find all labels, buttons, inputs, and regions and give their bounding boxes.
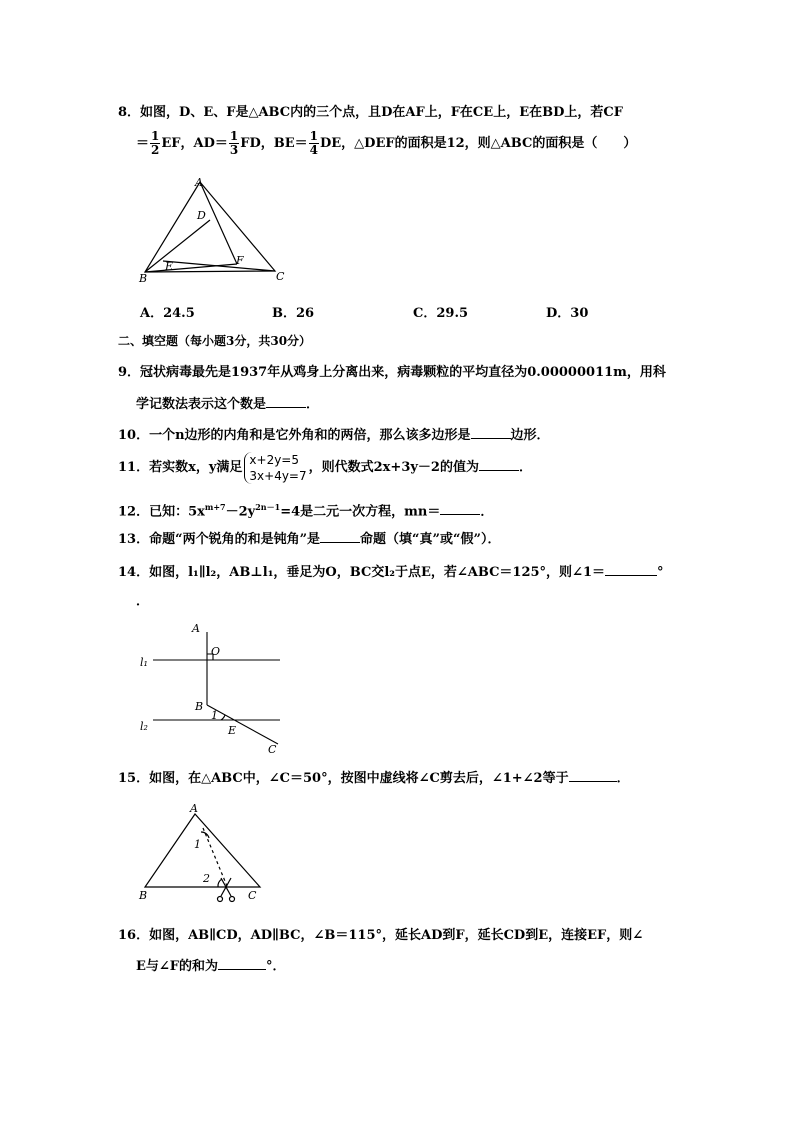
- q14-label-1: 1: [211, 709, 218, 722]
- triangle-abc: [145, 182, 275, 272]
- q11-answer-blank[interactable]: [479, 458, 519, 471]
- q14-label-C: C: [268, 743, 277, 756]
- q14-line1: 14．如图，l₁∥l₂，AB⊥l₁，垂足为O，BC交l₂于点E，若∠ABC＝125°，则∠1＝ °: [118, 565, 664, 580]
- q14-label-A: A: [192, 622, 200, 635]
- q9-line1: 9．冠状病毒最先是1937年从鸡身上分离出来，病毒颗粒的平均直径为0.00000011m，用科: [118, 365, 666, 380]
- q10-line: 10．一个n边形的内角和是它外角和的两倍，那么该多边形是 边形．: [118, 428, 550, 443]
- q14-label-E: E: [228, 724, 237, 737]
- q9-answer-blank[interactable]: [266, 395, 306, 408]
- q14-label-l2: l₂: [140, 720, 148, 733]
- q9-line2: 学记数法表示这个数是 ．: [136, 397, 320, 412]
- q11-line: 11．若实数x，y满足 x+2y=5 3x+4y=7 ，则代数式2x+3y－2的值为 ．: [118, 452, 532, 483]
- q8-label-A: A: [195, 176, 203, 189]
- q8-label-D: D: [197, 209, 206, 222]
- q10-answer-blank[interactable]: [471, 426, 511, 439]
- q15-label-B: B: [139, 889, 148, 902]
- q14-parallel-lines-figure: [135, 618, 295, 758]
- q14-label-l1: l₁: [140, 656, 148, 669]
- q15-line: 15．如图，在△ABC中，∠C＝50°，按图中虚线将∠C剪去后，∠1+∠2等于 ．: [118, 771, 630, 786]
- q8-option-a: A．24.5: [140, 306, 195, 321]
- q15-label-A: A: [190, 802, 198, 815]
- q8-label-F: F: [236, 254, 244, 267]
- q8-option-d: D．30: [546, 306, 589, 321]
- q12-answer-blank[interactable]: [440, 502, 480, 515]
- q8-eq-sign: ＝: [136, 136, 150, 151]
- section-heading: 二、填空题（每小题3分，共30分）: [118, 334, 312, 348]
- q11-equation-system: x+2y=5 3x+4y=7: [244, 452, 306, 484]
- q16-line1: 16．如图，AB∥CD，AD∥BC，∠B＝115°，延长AD到F，延长CD到E，连接EF，则∠: [118, 928, 644, 943]
- q8-option-b: B．26: [272, 306, 315, 321]
- q8-fraction-1: $\frac{1}{2}$: [151, 129, 160, 157]
- q8-label-E: E: [165, 260, 174, 273]
- q8-line2: [136, 130, 636, 157]
- q14-label-B: B: [195, 700, 204, 713]
- q8-option-c: C．29.5: [413, 306, 469, 321]
- q16-line2: E与∠F的和为 °．: [136, 959, 286, 974]
- q8-label-C: C: [276, 270, 285, 283]
- q15-label-1: 1: [194, 838, 201, 851]
- q8-line1: 8．如图，D、E、F是△ABC内的三个点，且D在AF上，F在CE上，E在BD上，若CF: [118, 105, 623, 120]
- q8-text-a: EF，AD＝: [161, 136, 228, 151]
- q13-line: 13．命题“两个锐角的和是钝角”是 命题（填“真”或“假”）．: [118, 532, 501, 547]
- q15-answer-blank[interactable]: [569, 769, 617, 782]
- q12-line: 12．已知：$5x^{m+7}-2y^{2n-1}=4$是二元一次方程，mn＝ ．: [118, 502, 494, 520]
- q14-answer-blank[interactable]: [605, 563, 657, 576]
- q8-text-b: FD，BE＝: [240, 136, 308, 151]
- scissors-icon: [218, 878, 235, 902]
- q8-label-B: B: [139, 272, 148, 285]
- q15-label-2: 2: [203, 872, 210, 885]
- q15-label-C: C: [248, 889, 257, 902]
- q8-fraction-3: $\frac{1}{4}$: [309, 129, 318, 157]
- q16-answer-blank[interactable]: [218, 957, 266, 970]
- q14-line2: ．: [136, 594, 150, 609]
- q13-answer-blank[interactable]: [320, 530, 360, 543]
- q8-text-c: DE，△DEF的面积是12，则△ABC的面积是（ ）: [320, 136, 637, 151]
- q8-fraction-2: $\frac{1}{3}$: [229, 129, 239, 157]
- q14-label-O: O: [211, 645, 221, 658]
- q15-triangle-figure: [135, 800, 275, 910]
- q8-triangle-figure: [135, 172, 295, 287]
